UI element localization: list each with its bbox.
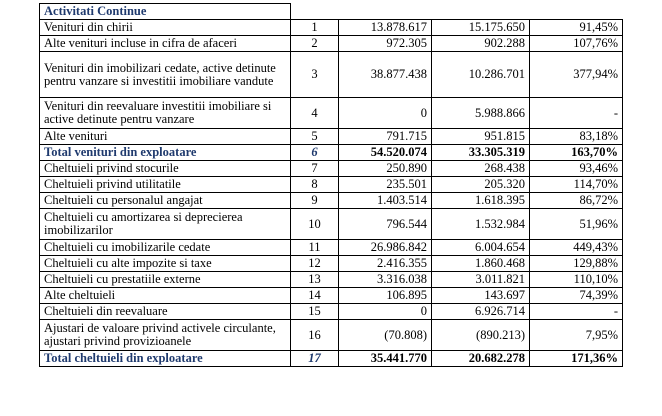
table-row <box>40 36 623 52</box>
value-previous: 5.988.866 <box>432 98 530 129</box>
row-label: Cheltuieli cu personalul angajat <box>40 193 291 209</box>
operating-results-table <box>39 3 623 367</box>
table-row <box>40 272 623 288</box>
value-previous: 205.320 <box>432 177 530 193</box>
value-percent: 163,70% <box>530 145 623 161</box>
row-label: Cheltuieli cu prestatiile externe <box>40 272 291 288</box>
value-percent: 171,36% <box>530 351 623 367</box>
row-label: Cheltuieli privind utilitatile <box>40 177 291 193</box>
row-label: Venituri din chirii <box>40 20 291 36</box>
row-number: 11 <box>291 240 339 256</box>
row-label: Alte cheltuieli <box>40 288 291 304</box>
row-label: Ajustari de valoare privind activele circulante, ajustari privind provizioanele <box>40 320 291 351</box>
row-label: Venituri din imobilizari cedate, active detinute pentru vanzare si investitii imobiliare vandute <box>40 52 291 98</box>
value-percent: 91,45% <box>530 20 623 36</box>
value-previous: 10.286.701 <box>432 52 530 98</box>
value-previous: 3.011.821 <box>432 272 530 288</box>
row-number: 8 <box>291 177 339 193</box>
value-previous: 1.860.468 <box>432 256 530 272</box>
row-number: 17 <box>291 351 339 367</box>
value-current: 0 <box>339 98 432 129</box>
value-current: 13.878.617 <box>339 20 432 36</box>
value-previous: 1.618.395 <box>432 193 530 209</box>
value-percent: 7,95% <box>530 320 623 351</box>
table-row <box>40 20 623 36</box>
row-number: 15 <box>291 304 339 320</box>
value-current: 972.305 <box>339 36 432 52</box>
value-current: (70.808) <box>339 320 432 351</box>
row-number: 7 <box>291 161 339 177</box>
value-percent: 129,88% <box>530 256 623 272</box>
row-number: 9 <box>291 193 339 209</box>
value-percent: 110,10% <box>530 272 623 288</box>
value-previous: (890.213) <box>432 320 530 351</box>
value-previous: 6.004.654 <box>432 240 530 256</box>
value-percent: 377,94% <box>530 52 623 98</box>
financial-table-container <box>39 3 623 367</box>
row-number: 14 <box>291 288 339 304</box>
value-previous: 143.697 <box>432 288 530 304</box>
row-number: 12 <box>291 256 339 272</box>
value-current: 38.877.438 <box>339 52 432 98</box>
table-row <box>40 129 623 145</box>
row-label: Alte venituri incluse in cifra de afaceri <box>40 36 291 52</box>
table-row <box>40 52 623 98</box>
row-label: Cheltuieli cu alte impozite si taxe <box>40 256 291 272</box>
value-current: 54.520.074 <box>339 145 432 161</box>
row-number: 1 <box>291 20 339 36</box>
value-percent: 83,18% <box>530 129 623 145</box>
value-previous: 902.288 <box>432 36 530 52</box>
value-current: 791.715 <box>339 129 432 145</box>
value-previous: 1.532.984 <box>432 209 530 240</box>
section-title: Activitati Continue <box>40 4 291 20</box>
value-percent: 51,96% <box>530 209 623 240</box>
value-current: 796.544 <box>339 209 432 240</box>
value-percent: 449,43% <box>530 240 623 256</box>
value-current: 1.403.514 <box>339 193 432 209</box>
row-label: Alte venituri <box>40 129 291 145</box>
table-row <box>40 98 623 129</box>
table-row <box>40 304 623 320</box>
value-current: 3.316.038 <box>339 272 432 288</box>
row-number: 4 <box>291 98 339 129</box>
value-current: 35.441.770 <box>339 351 432 367</box>
row-label: Cheltuieli cu imobilizarile cedate <box>40 240 291 256</box>
table-row <box>40 209 623 240</box>
value-previous: 6.926.714 <box>432 304 530 320</box>
value-current: 235.501 <box>339 177 432 193</box>
row-number: 2 <box>291 36 339 52</box>
row-number: 10 <box>291 209 339 240</box>
table-row <box>40 256 623 272</box>
value-current: 2.416.355 <box>339 256 432 272</box>
row-label: Venituri din reevaluare investitii imobiliare si active detinute pentru vanzare <box>40 98 291 129</box>
table-row <box>40 240 623 256</box>
row-label: Cheltuieli cu amortizarea si deprecierea imobilizarilor <box>40 209 291 240</box>
row-number: 16 <box>291 320 339 351</box>
row-label: Total venituri din exploatare <box>40 145 291 161</box>
value-percent: 114,70% <box>530 177 623 193</box>
value-current: 250.890 <box>339 161 432 177</box>
table-header-row <box>40 4 623 20</box>
value-percent: 86,72% <box>530 193 623 209</box>
value-previous: 951.815 <box>432 129 530 145</box>
table-row <box>40 177 623 193</box>
row-label: Total cheltuieli din exploatare <box>40 351 291 367</box>
value-current: 0 <box>339 304 432 320</box>
row-number: 3 <box>291 52 339 98</box>
row-number: 13 <box>291 272 339 288</box>
row-number: 6 <box>291 145 339 161</box>
total-row-revenue <box>40 145 623 161</box>
value-percent: - <box>530 304 623 320</box>
value-percent: 107,76% <box>530 36 623 52</box>
value-current: 106.895 <box>339 288 432 304</box>
row-label: Cheltuieli din reevaluare <box>40 304 291 320</box>
table-row <box>40 320 623 351</box>
value-previous: 15.175.650 <box>432 20 530 36</box>
value-percent: 74,39% <box>530 288 623 304</box>
value-percent: 93,46% <box>530 161 623 177</box>
row-label: Cheltuieli privind stocurile <box>40 161 291 177</box>
value-previous: 20.682.278 <box>432 351 530 367</box>
row-number: 5 <box>291 129 339 145</box>
table-row <box>40 193 623 209</box>
value-percent: - <box>530 98 623 129</box>
value-previous: 268.438 <box>432 161 530 177</box>
table-row <box>40 161 623 177</box>
value-current: 26.986.842 <box>339 240 432 256</box>
value-previous: 33.305.319 <box>432 145 530 161</box>
table-row <box>40 288 623 304</box>
total-row-expenses <box>40 351 623 367</box>
